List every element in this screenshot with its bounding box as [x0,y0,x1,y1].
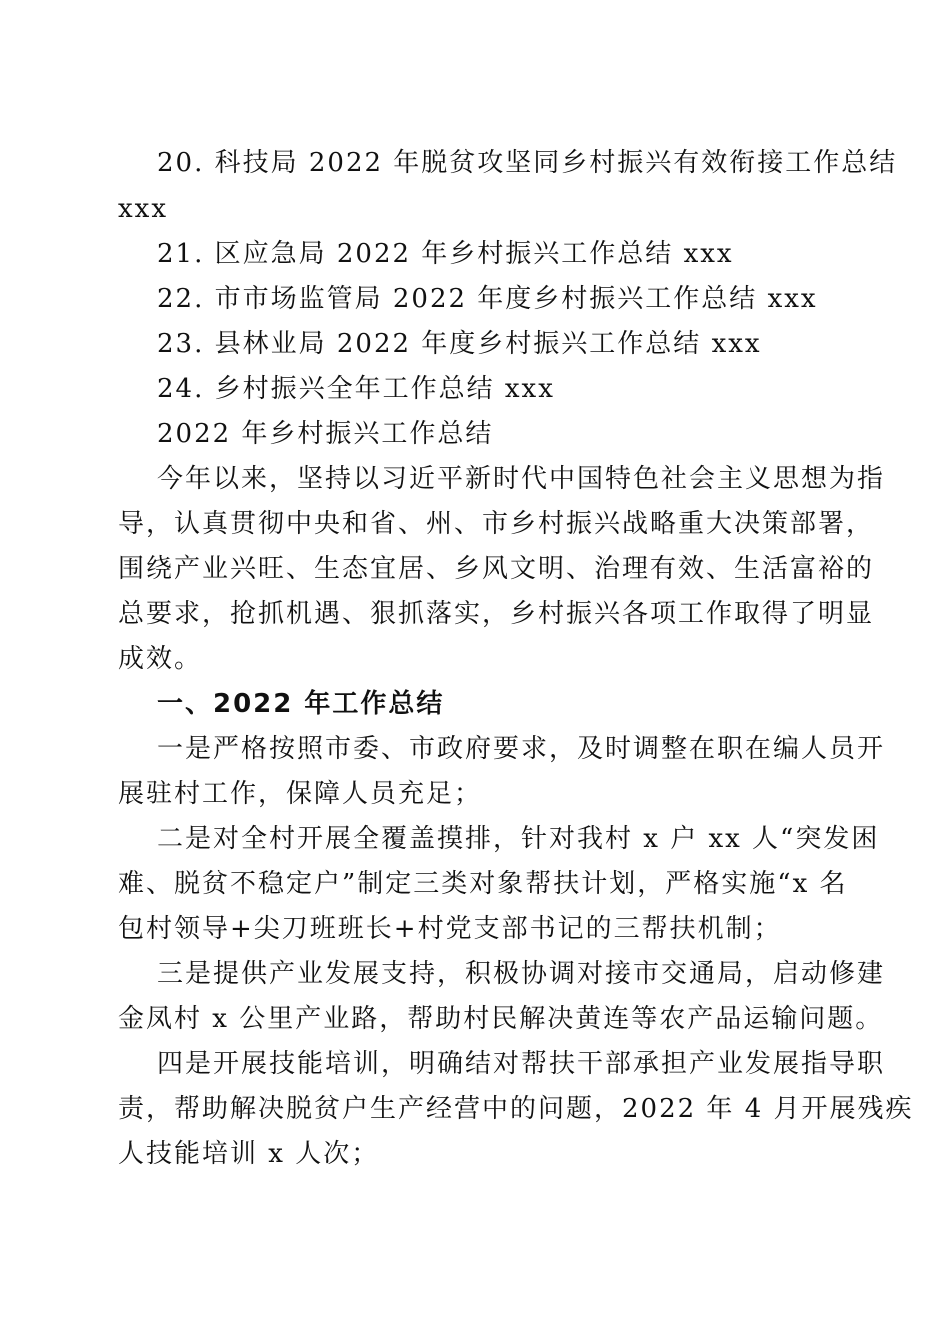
point-line: 包村领导+尖刀班班长+村党支部书记的三帮扶机制； [118,914,782,944]
point-line: 难、脱贫不稳定户”制定三类对象帮扶计划，严格实施“x 名 [118,869,848,899]
list-item-20: 20. 科技局 2022 年脱贫攻坚同乡村振兴有效衔接工作总结 [157,148,898,178]
intro-line: 围绕产业兴旺、生态宜居、乡风文明、治理有效、生活富裕的 [118,554,875,584]
intro-line: 导，认真贯彻中央和省、州、市乡村振兴战略重大决策部署， [118,509,875,539]
intro-line: 成效。 [118,644,203,674]
list-item-21: 21. 区应急局 2022 年乡村振兴工作总结 xxx [157,239,734,269]
point-line: 金凤村 x 公里产业路，帮助村民解决黄连等农产品运输问题。 [118,1004,884,1034]
intro-line: 今年以来，坚持以习近平新时代中国特色社会主义思想为指 [157,464,886,494]
list-item-23: 23. 县林业局 2022 年度乡村振兴工作总结 xxx [157,329,762,359]
document-title: 2022 年乡村振兴工作总结 [157,419,494,449]
list-item-24: 24. 乡村振兴全年工作总结 xxx [157,374,555,404]
list-item-20-cont: xxx [118,194,168,224]
point-line: 一是严格按照市委、市政府要求，及时调整在职在编人员开 [157,734,886,764]
list-item-22: 22. 市市场监管局 2022 年度乡村振兴工作总结 xxx [157,284,818,314]
point-line: 二是对全村开展全覆盖摸排，针对我村 x 户 xx 人“突发困 [157,824,880,854]
intro-line: 总要求，抢抓机遇、狠抓落实，乡村振兴各项工作取得了明显 [118,599,875,629]
point-line: 人技能培训 x 人次； [118,1139,380,1169]
point-line: 责，帮助解决脱贫户生产经营中的问题，2022 年 4 月开展残疾 [118,1094,914,1124]
point-line: 三是提供产业发展支持，积极协调对接市交通局，启动修建 [157,959,886,989]
point-line: 四是开展技能培训，明确结对帮扶干部承担产业发展指导职 [157,1049,886,1079]
point-line: 展驻村工作，保障人员充足； [118,779,483,809]
section-heading: 一、2022 年工作总结 [157,689,445,719]
